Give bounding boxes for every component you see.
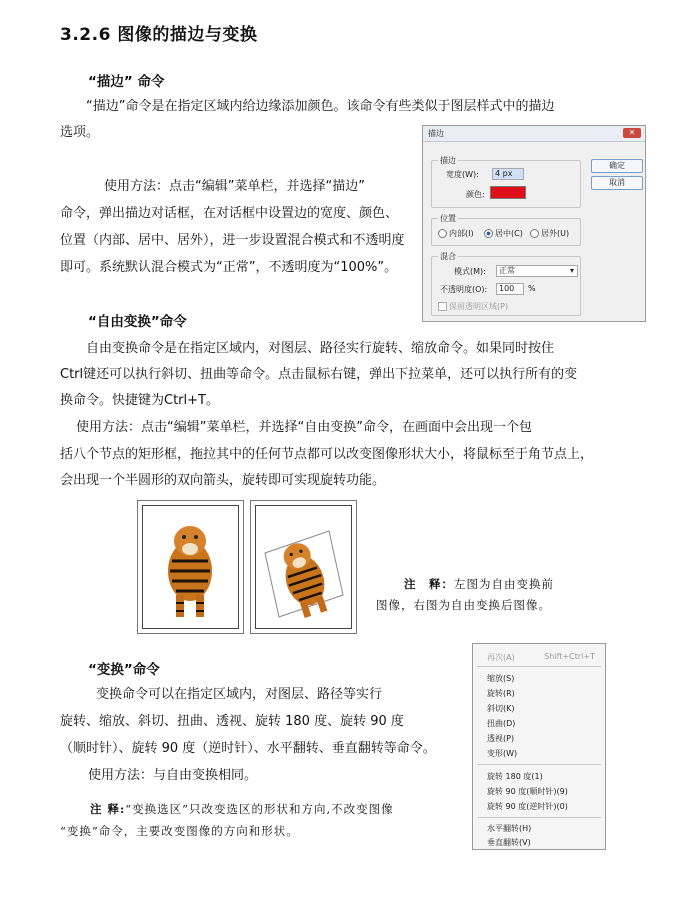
mode-select[interactable]: [496, 265, 578, 277]
opacity-label: 不透明度(O):: [440, 285, 488, 294]
position-group-label: 位置: [440, 214, 456, 223]
stroke-group-label: 描边: [440, 156, 456, 165]
menu-item-distort[interactable]: 扭曲(D): [487, 719, 516, 728]
menu-item-again-shortcut: Shift+Ctrl+T: [544, 652, 595, 661]
width-label: 宽度(W):: [446, 170, 479, 179]
stroke-usage-line1: 使用方法：点击“编辑”菜单栏，并选择“描边”: [104, 179, 365, 194]
stroke-group: [431, 156, 581, 208]
checkbox-icon: [438, 302, 447, 311]
bottom-note-line1: [90, 798, 394, 820]
bottom-note-line2: “变换”命令，主要改变图像的方向和形状。: [60, 824, 299, 838]
dialog-title: 描边: [428, 129, 444, 138]
preserve-label: 保留透明区域(P): [449, 302, 509, 311]
stroke-section-title: “描边” 命令: [88, 74, 165, 90]
cancel-button[interactable]: 取消: [591, 176, 643, 190]
position-group: [431, 214, 581, 246]
image-note-line2: 图像，右图为自由变换后图像。: [376, 598, 551, 612]
transform-menu: [472, 643, 606, 850]
page-heading: 3.2.6 图像的描边与变换: [60, 25, 258, 45]
mode-label: 模式(M):: [454, 267, 486, 276]
transform-line4: 使用方法：与自由变换相同。: [88, 768, 258, 783]
close-icon[interactable]: ✕: [623, 128, 641, 138]
radio-selected-icon: [484, 229, 493, 238]
preserve-checkbox[interactable]: [438, 301, 508, 312]
bottom-note-text1: “变换选区”只改变选区的形状和方向,不改变图像: [125, 802, 394, 816]
transform-line3: （顺时针）、旋转 90 度（逆时针）、水平翻转、垂直翻转等命令。: [60, 741, 436, 756]
radio-outside-label: 居外(U): [541, 229, 570, 238]
transform-section-title: “变换”命令: [88, 662, 160, 678]
radio-outside[interactable]: [530, 228, 569, 239]
menu-separator: [477, 817, 601, 818]
radio-center-label: 居中(C): [495, 229, 523, 238]
bottom-note-label: 注 释:: [90, 802, 126, 816]
stroke-usage-line2: 命令，弹出描边对话框，在对话框中设置边的宽度、颜色、: [60, 206, 399, 221]
stroke-para-line1: “描边”命令是在指定区域内给边缘添加颜色。该命令有些类似于图层样式中的描边: [86, 99, 555, 114]
color-label: 颜色:: [466, 190, 485, 199]
blend-group: [431, 252, 581, 316]
radio-center[interactable]: [484, 228, 523, 239]
ok-button[interactable]: 确定: [591, 159, 643, 173]
free-transform-line4: 使用方法：点击“编辑”菜单栏，并选择“自由变换”命令，在画面中会出现一个包: [76, 420, 532, 435]
tiger-image-before: [137, 500, 244, 634]
tiger-illustration-after: [259, 523, 349, 619]
color-swatch[interactable]: [490, 186, 526, 199]
radio-icon: [438, 229, 447, 238]
chevron-down-icon: ▾: [569, 266, 574, 275]
menu-item-rotate-90-ccw[interactable]: 旋转 90 度(逆时针)(0): [487, 802, 568, 811]
free-transform-line5: 括八个节点的矩形框，拖拉其中的任何节点都可以改变图像形状大小，将鼠标至于角节点上，: [60, 447, 594, 462]
menu-item-again[interactable]: 再次(A): [487, 653, 515, 662]
menu-item-scale[interactable]: 缩放(S): [487, 674, 515, 683]
free-transform-line3: 换命令。快捷键为Ctrl+T。: [60, 393, 219, 408]
image-note-text1: 左图为自由变换前: [454, 577, 554, 591]
width-input[interactable]: 4 px: [492, 168, 524, 180]
menu-item-rotate[interactable]: 旋转(R): [487, 689, 515, 698]
opacity-input[interactable]: 100: [496, 283, 524, 295]
menu-separator: [477, 764, 601, 765]
radio-icon: [530, 229, 539, 238]
dialog-titlebar: [423, 126, 645, 142]
blend-group-label: 混合: [440, 252, 456, 261]
tiger-image-after: [250, 500, 357, 634]
image-note-line1: [404, 573, 554, 595]
mode-select-value: 正常: [499, 266, 515, 275]
menu-item-skew[interactable]: 斜切(K): [487, 704, 515, 713]
stroke-usage-line3: 位置（内部、居中、居外），进一步设置混合模式和不透明度: [60, 233, 405, 248]
stroke-dialog: [422, 125, 646, 322]
menu-item-perspective[interactable]: 透视(P): [487, 734, 515, 743]
radio-inside[interactable]: [438, 228, 474, 239]
radio-inside-label: 内部(I): [449, 229, 474, 238]
free-transform-line1: 自由变换命令是在指定区域内，对图层、路径实行旋转、缩放命令。如果同时按住: [86, 341, 555, 356]
free-transform-line2: Ctrl键还可以执行斜切、扭曲等命令。点击鼠标右键，弹出下拉菜单，还可以执行所有的变: [60, 367, 578, 382]
menu-item-flip-horizontal[interactable]: 水平翻转(H): [487, 824, 532, 833]
menu-item-flip-vertical[interactable]: 垂直翻转(V): [487, 838, 531, 847]
opacity-unit: %: [528, 284, 536, 293]
image-note-label: 注 释：: [404, 577, 454, 591]
menu-item-rotate-90-cw[interactable]: 旋转 90 度(顺时针)(9): [487, 787, 568, 796]
transform-line1: 变换命令可以在指定区域内，对图层、路径等实行: [96, 687, 383, 702]
menu-item-rotate-180[interactable]: 旋转 180 度(1): [487, 772, 543, 781]
tiger-illustration-before: [148, 513, 232, 621]
stroke-para-line2: 选项。: [60, 125, 100, 140]
stroke-usage-line4: 即可。系统默认混合模式为“正常”，不透明度为“100%”。: [60, 260, 398, 275]
menu-separator: [477, 666, 601, 667]
transform-line2: 旋转、缩放、斜切、扭曲、透视、旋转 180 度、旋转 90 度: [60, 714, 404, 729]
free-transform-title: “自由变换”命令: [88, 314, 187, 330]
free-transform-line6: 会出现一个半圆形的双向箭头，旋转即可实现旋转功能。: [60, 473, 386, 488]
menu-item-warp[interactable]: 变形(W): [487, 749, 518, 758]
